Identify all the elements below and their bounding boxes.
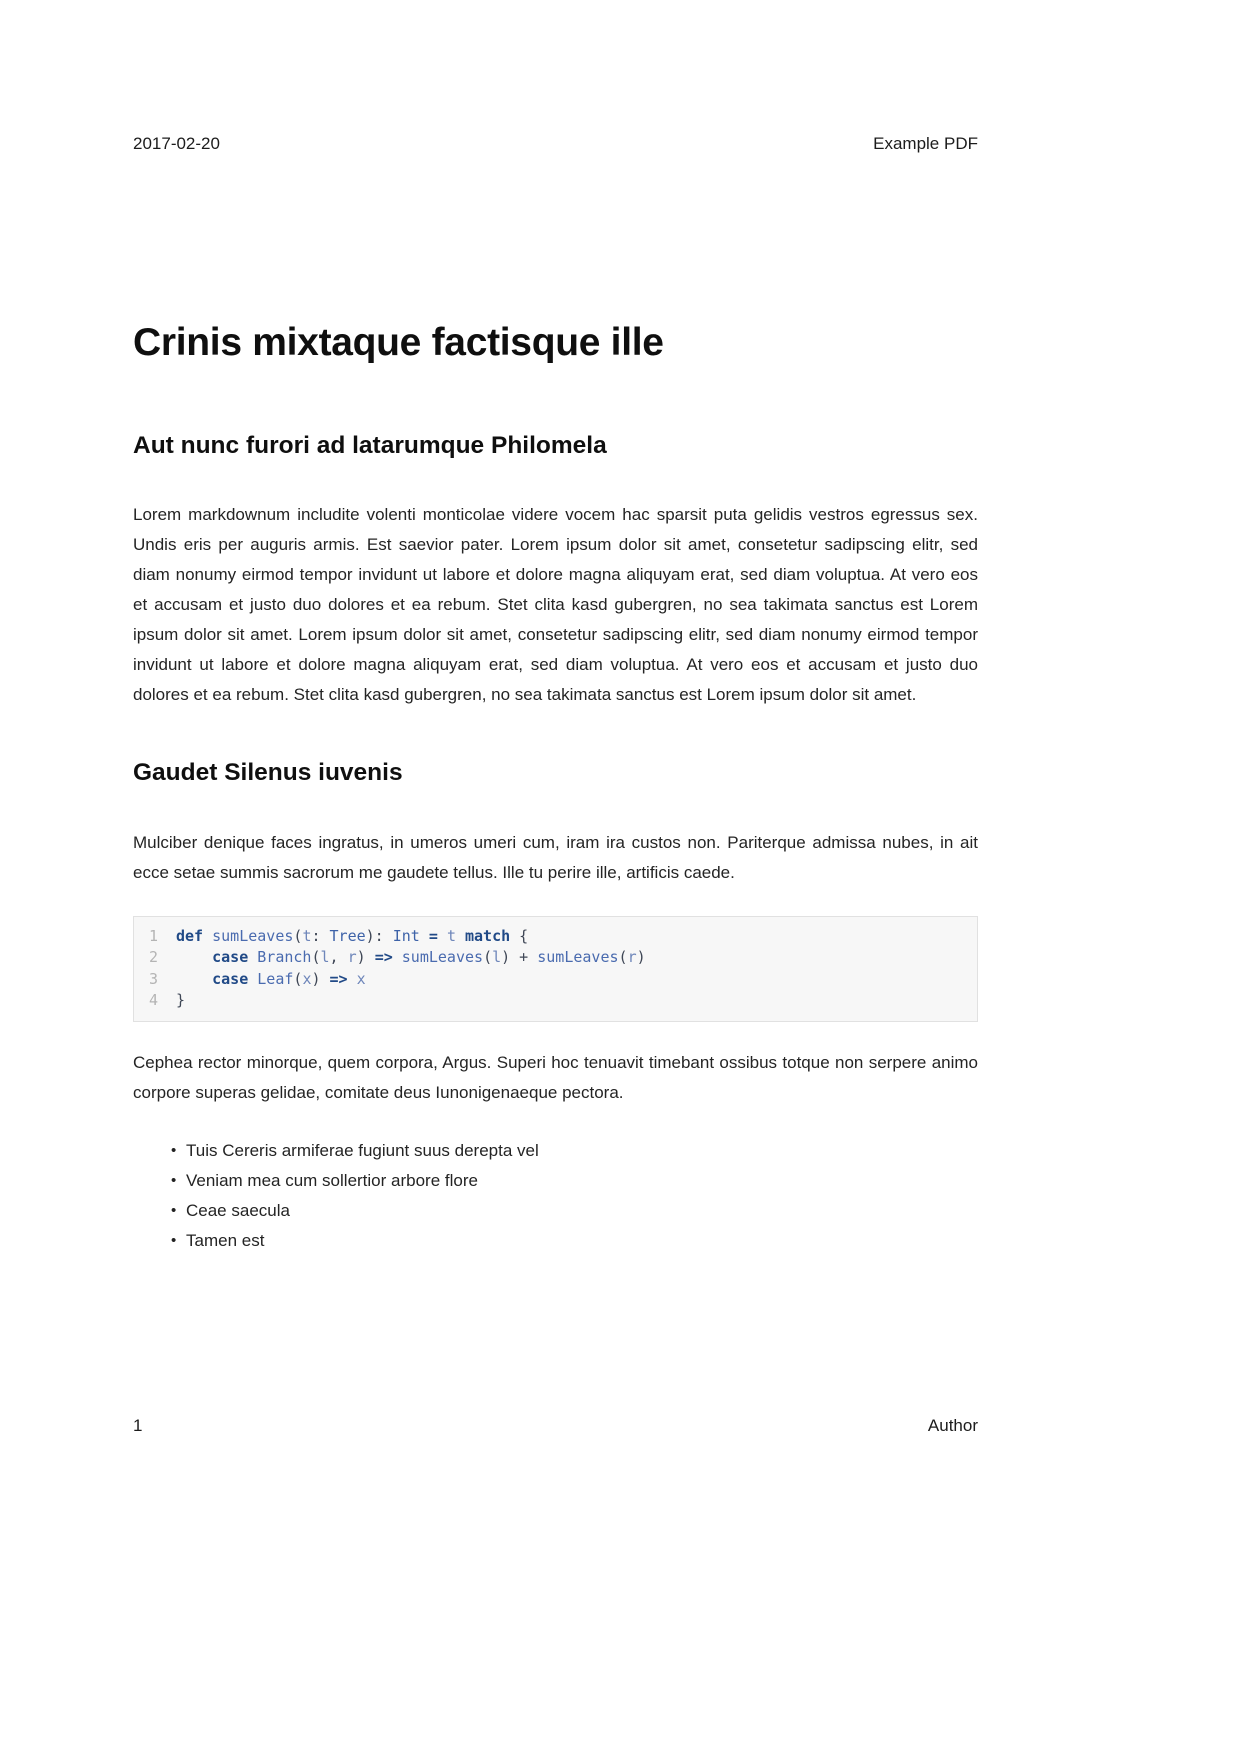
list-item xyxy=(171,1166,978,1196)
paragraph-3: Cephea rector minorque, quem corpora, Argus. Superi hoc tenuavit timebant ossibus totque non serpere animo corpore superas gelidae, comitate deus Iunonigenaeque pectora. xyxy=(133,1052,978,1102)
code-line-text: case Branch(l, r) => sumLeaves(l) + sumLeaves(r) xyxy=(212,948,646,967)
code-line xyxy=(134,947,977,969)
bullet-icon: • xyxy=(171,1171,177,1189)
code-line-text: def sumLeaves(t: Tree): Int = t match { xyxy=(176,926,529,945)
paragraph-1: Lorem markdownum includite volenti monticolae videre vocem hac sparsit puta gelidis vestros egressus sex. Undis eris per auguris armis. Est saevior pater. Lorem ipsum dolor sit amet, consetetur sadipscing elitr, sed diam nonumy eirmod tempor invidunt ut labore et dolore magna aliquyam erat, sed diam voluptua. At vero eos et accusam et justo duo dolores et ea rebum. Stet clita kasd gubergren, no sea takimata sanctus est Lorem ipsum dolor sit amet. Lorem ipsum dolor sit amet, consetetur sadipscing elitr, sed diam nonumy eirmod tempor invidunt ut labore et dolore magna aliquyam erat, sed diam voluptua. At vero eos et accusam et justo duo dolores et ea rebum. Stet clita kasd gubergren, no sea takimata sanctus est Lorem ipsum dolor sit amet. xyxy=(133,505,978,705)
code-line xyxy=(134,990,977,1012)
code-line-text: } xyxy=(176,991,186,1010)
list-item xyxy=(171,1136,978,1166)
bullet-list xyxy=(133,1136,978,1256)
code-line xyxy=(134,969,977,991)
bullet-icon: • xyxy=(171,1201,177,1219)
paragraph-2: Mulciber denique faces ingratus, in umeros umeri cum, iram ira custos non. Pariterque admissa nubes, in ait ecce setae summis sacrorum me gaudete tellus. Ille tu perire ille, artificis caede. xyxy=(133,832,978,882)
code-block xyxy=(133,916,978,1022)
header-date: 2017-02-20 xyxy=(133,134,220,153)
list-item-text: Veniam mea cum sollertior arbore flore xyxy=(186,1170,478,1190)
list-item-text: Tuis Cereris armiferae fugiunt suus derepta vel xyxy=(186,1140,539,1160)
section-heading-1: Aut nunc furori ad latarumque Philomela xyxy=(133,431,607,459)
section-heading-2: Gaudet Silenus iuvenis xyxy=(133,759,403,787)
code-line-number: 1 xyxy=(148,926,158,945)
bullet-icon: • xyxy=(171,1141,177,1159)
code-line-number: 3 xyxy=(148,969,158,988)
footer-page-number: 1 xyxy=(133,1416,143,1435)
bullet-icon: • xyxy=(171,1231,177,1249)
page-content xyxy=(133,0,978,1256)
document-title: Crinis mixtaque factisque ille xyxy=(133,321,664,364)
code-line-number: 4 xyxy=(148,991,158,1010)
footer-author: Author xyxy=(927,1416,978,1435)
list-item-text: Ceae saecula xyxy=(186,1200,290,1220)
list-item-text: Tamen est xyxy=(186,1230,265,1250)
list-item xyxy=(171,1226,978,1256)
code-line-number: 2 xyxy=(148,948,158,967)
code-line xyxy=(134,926,977,948)
code-line-text: case Leaf(x) => x xyxy=(212,969,366,988)
list-item xyxy=(171,1196,978,1226)
header-doc-label: Example PDF xyxy=(873,134,978,153)
page-footer xyxy=(133,1416,978,1436)
